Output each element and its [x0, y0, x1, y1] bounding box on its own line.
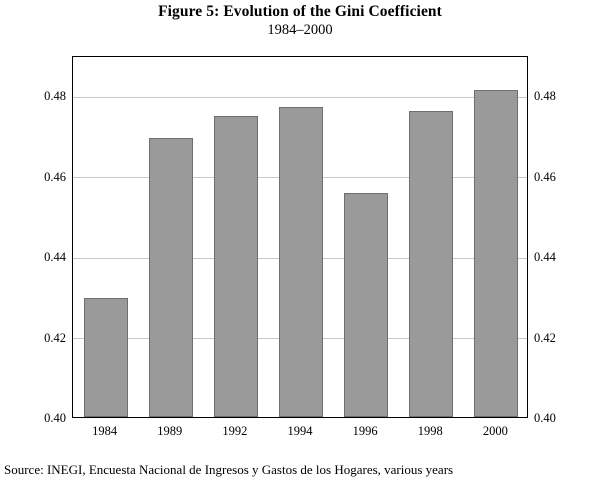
y-axis-tick-label: 0.40 — [44, 411, 66, 425]
y-axis-tick-label-right: 0.48 — [534, 89, 556, 104]
x-axis-tick-label: 1992 — [222, 424, 248, 438]
y-axis-tick-label: 0.44 — [44, 250, 66, 265]
x-axis-tick-label: 1994 — [287, 424, 313, 438]
source-note: Source: INEGI, Encuesta Nacional de Ingresos y Gastos de los Hogares, various years — [4, 462, 454, 477]
y-axis-tick-label: 0.46 — [44, 169, 66, 184]
bar — [149, 138, 193, 417]
x-axis-tick-label: 1989 — [157, 424, 183, 438]
bar — [474, 90, 518, 417]
y-axis-tick-label-right: 0.40 — [534, 411, 556, 425]
bar — [409, 111, 453, 417]
y-axis-tick-label-right: 0.44 — [534, 250, 556, 265]
y-axis-tick-label-right: 0.42 — [534, 330, 556, 345]
page-title: Figure 5: Evolution of the Gini Coefficient — [158, 3, 442, 20]
bar — [279, 107, 323, 417]
figure-subtitle: 1984–2000 — [267, 22, 333, 38]
x-axis-tick-label: 1998 — [417, 424, 443, 438]
bar-series — [73, 57, 527, 417]
x-axis-tick-label: 1996 — [352, 424, 378, 438]
title-block — [0, 0, 600, 39]
chart-plot-area — [0, 56, 600, 438]
y-axis-tick-label: 0.42 — [44, 330, 66, 345]
bar — [84, 298, 128, 417]
y-axis-tick-label-right: 0.46 — [534, 169, 556, 184]
plot-frame — [72, 56, 528, 418]
x-axis-tick-label: 1984 — [92, 424, 118, 438]
bar — [344, 193, 388, 417]
y-axis-tick-label: 0.48 — [44, 89, 66, 104]
x-axis-tick-label: 2000 — [482, 424, 508, 438]
bar — [214, 116, 258, 417]
